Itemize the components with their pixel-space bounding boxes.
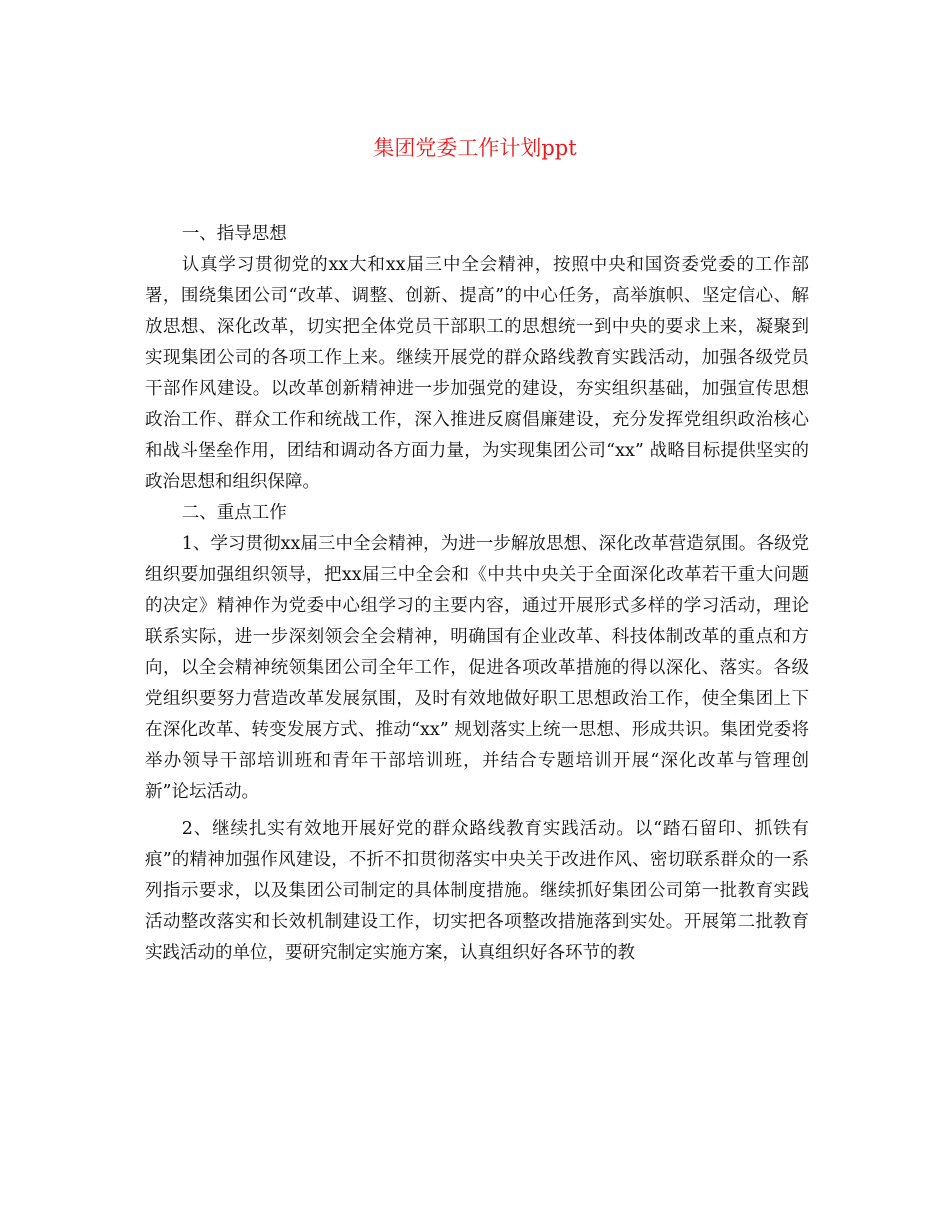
section-heading-key-work: 二、重点工作 [181,503,287,523]
paragraph-guiding-ideology: 认真学习贯彻党的xx大和xx届三中全会精神，按照中央和国资委党委的工作部署，围绕集团公司“改革、调整、创新、提高”的中心任务，高举旗帜、坚定信心、解放思想、深化改革，切实把全体党员干部职工的思想统一到中央的要求上来，凝聚到实现集团公司的各项工作上来。继续开展党的群众路线教育实践活动，加强各级党员干部作风建设。以改革创新精神进一步加强党的建设，夯实组织基础，加强宣传思想政治工作、群众工作和统战工作，深入推进反腐倡廉建设，充分发挥党组织政治核心和战斗堡垒作用，团结和调动各方面力量，为实现集团公司“xx” 战略目标提供坚实的政治思想和组织保障。 [145,255,809,492]
paragraph-key-work-2: 2、继续扎实有效地开展好党的群众路线教育实践活动。以“踏石留印、抓铁有痕”的精神加强作风建设，不折不扣贯彻落实中央关于改进作风、密切联系群众的一系列指示要求，以及集团公司制定的具体制度措施。继续抓好集团公司第一批教育实践活动整改落实和长效机制建设工作，切实把各项整改措施落到实处。开展第二批教育实践活动的单位，要研究制定实施方案，认真组织好各环节的教 [145,819,809,963]
document-title: 集团党委工作计划ppt [373,136,577,160]
paragraph-key-work-1: 1、学习贯彻xx届三中全会精神，为进一步解放思想、深化改革营造氛围。各级党组织要加强组织领导，把xx届三中全会和《中共中央关于全面深化改革若干重大问题的决定》精神作为党委中心组学习的主要内容，通过开展形式多样的学习活动，理论联系实际，进一步深刻领会全会精神，明确国有企业改革、科技体制改革的重点和方向，以全会精神统领集团公司全年工作，促进各项改革措施的得以深化、落实。各级党组织要努力营造改革发展氛围，及时有效地做好职工思想政治工作，使全集团上下在深化改革、转变发展方式、推动“xx” 规划落实上统一思想、形成共识。集团党委将举办领导干部培训班和青年干部培训班，并结合专题培训开展“深化改革与管理创新”论坛活动。 [145,534,809,802]
document-body [145,219,809,969]
section-heading-guiding-ideology: 一、指导思想 [181,224,287,244]
